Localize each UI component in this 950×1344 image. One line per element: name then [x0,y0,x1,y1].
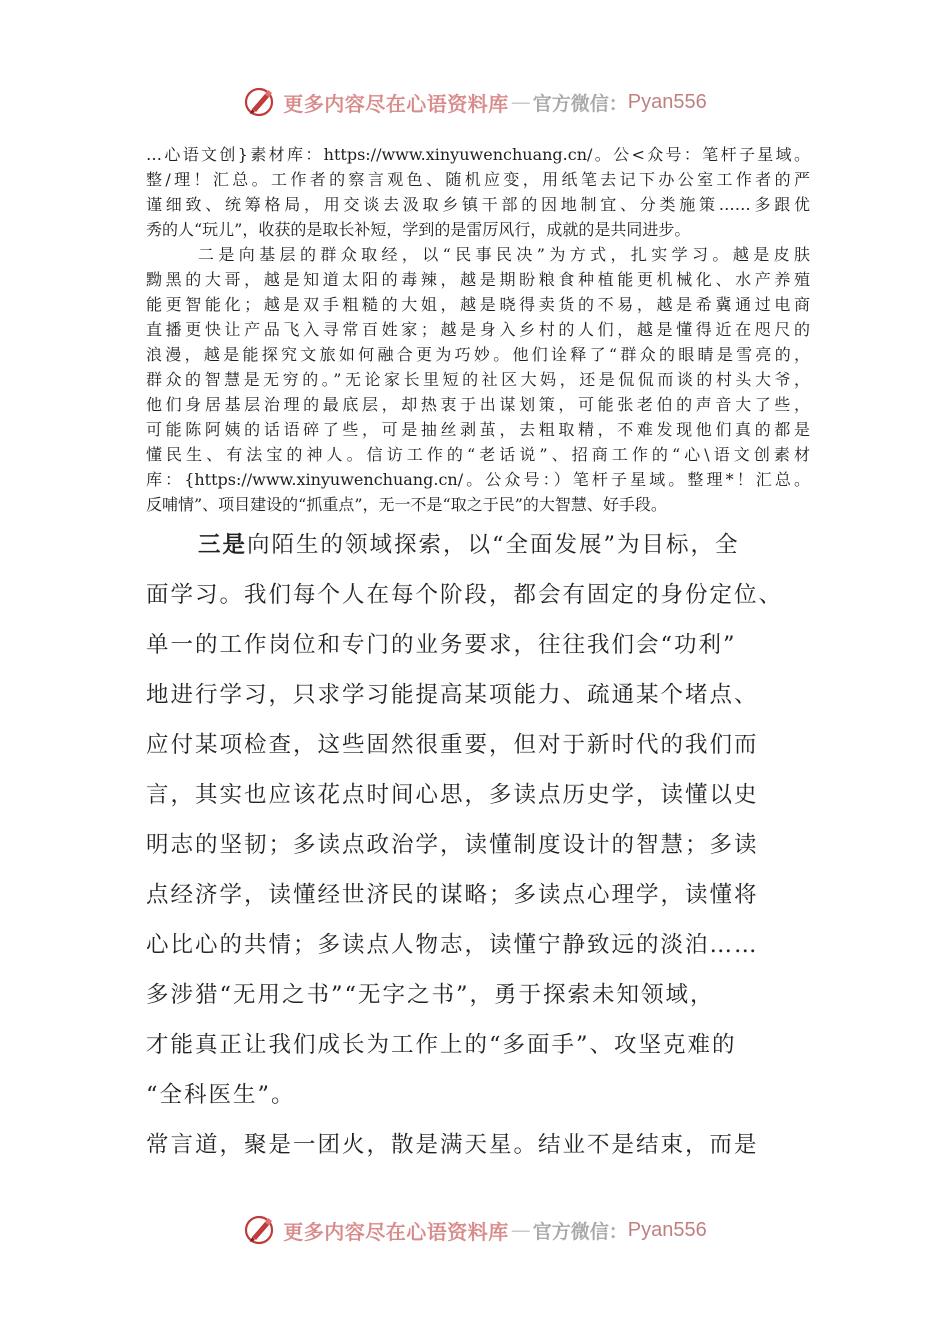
footer-brand-text: 更多内容尽在心语资料库 [283,1219,509,1244]
large-line: 面学习。我们每个人在每个阶段，都会有固定的身份定位、 [146,582,784,608]
small-line: 群众的智慧是无穷的。”无论家长里短的社区大妈，还是侃侃而谈的村头大爷， [146,370,810,389]
footer-contact-id: Pyan556 [627,1218,707,1241]
pen-logo-icon [243,85,277,119]
large-line: 常言道，聚是一团火，散是满天星。结业不是结束，而是 [146,1132,759,1158]
large-text-block [146,520,810,1170]
small-line: 反哺情”、项目建设的“抓重点”，无一不是“取之于民”的大智慧、好手段。 [146,495,667,514]
pen-logo-icon [243,1213,277,1247]
small-line: 秀的人“玩儿”，收获的是取长补短，学到的是雷厉风行，成就的是共同进步。 [146,220,691,239]
large-line: 心比心的共情；多读点人物志，读懂宁静致远的淡泊…… [146,932,759,958]
header-contact-id: Pyan556 [627,90,707,113]
large-line: 地进行学习，只求学习能提高某项能力、疏通某个堵点、 [146,682,759,708]
header-brand-text: 更多内容尽在心语资料库 [283,91,509,116]
header-banner [0,80,950,124]
large-line [146,520,810,570]
header-separator: — [510,90,531,114]
small-line: 谨细致、统筹格局，用交谈去汲取乡镇干部的因地制宜、分类施策……多跟优 [146,195,810,214]
large-line: 点经济学，读懂经世济民的谋略；多读点心理学，读懂将 [146,882,759,908]
small-line: 整/理！汇总。工作者的察言观色、随机应变，用纸笔去记下办公室工作者的严 [146,170,810,189]
large-line: 多涉猎“无用之书”“无字之书”，勇于探索未知领域， [146,982,715,1008]
large-line: 应付某项检查，这些固然很重要，但对于新时代的我们而 [146,732,759,758]
footer-banner [0,1208,950,1252]
large-line: 单一的工作岗位和专门的业务要求，往往我们会“功利” [146,632,737,658]
small-line: 黝黑的大哥，越是知道太阳的毒辣，越是期盼粮食种植能更机械化、水产养殖 [146,270,810,289]
section-lead: 三是 [198,532,248,558]
footer-separator: — [510,1218,531,1242]
small-line: …心语文创}素材库：https://www.xinyuwenchuang.cn/。公<众号：笔杆子星域。 [146,145,810,164]
small-line: 可能陈阿姨的话语碎了些，可是抽丝剥茧，去粗取精，不难发现他们真的都是 [146,420,810,439]
large-line: 言，其实也应该花点时间心思，多读点历史学，读懂以史 [146,782,759,808]
large-line-text: 向陌生的领域探索，以“全面发展”为目标，全 [247,532,740,558]
footer-contact-label: 官方微信： [532,1220,628,1243]
header-contact-label: 官方微信： [532,92,628,115]
large-line: 才能真正让我们成长为工作上的“多面手”、攻坚克难的 [146,1032,737,1058]
small-text-block [146,142,810,517]
small-line: 库：{https://www.xinyuwenchuang.cn/。公众号：）笔杆子星域。整理*！汇总。 [146,470,810,489]
large-line: “全科医生”。 [146,1082,296,1108]
small-line: 他们身居基层治理的最底层，却热衷于出谋划策，可能张老伯的声音大了些， [146,395,810,414]
small-line: 浪漫，越是能探究文旅如何融合更为巧妙。他们诠释了“群众的眼睛是雪亮的， [146,345,810,364]
small-line: 能更智能化；越是双手粗糙的大姐，越是晓得卖货的不易，越是希冀通过电商 [146,295,810,314]
small-line: 直播更快让产品飞入寻常百姓家；越是身入乡村的人们，越是懂得近在咫尺的 [146,320,810,339]
small-line: 懂民生、有法宝的神人。信访工作的“老话说”、招商工作的“心\语文创素材 [146,445,810,464]
large-line: 明志的坚韧；多读点政治学，读懂制度设计的智慧；多读 [146,832,759,858]
small-line: 二是向基层的群众取经，以“民事民决”为方式，扎实学习。越是皮肤 [198,245,810,264]
